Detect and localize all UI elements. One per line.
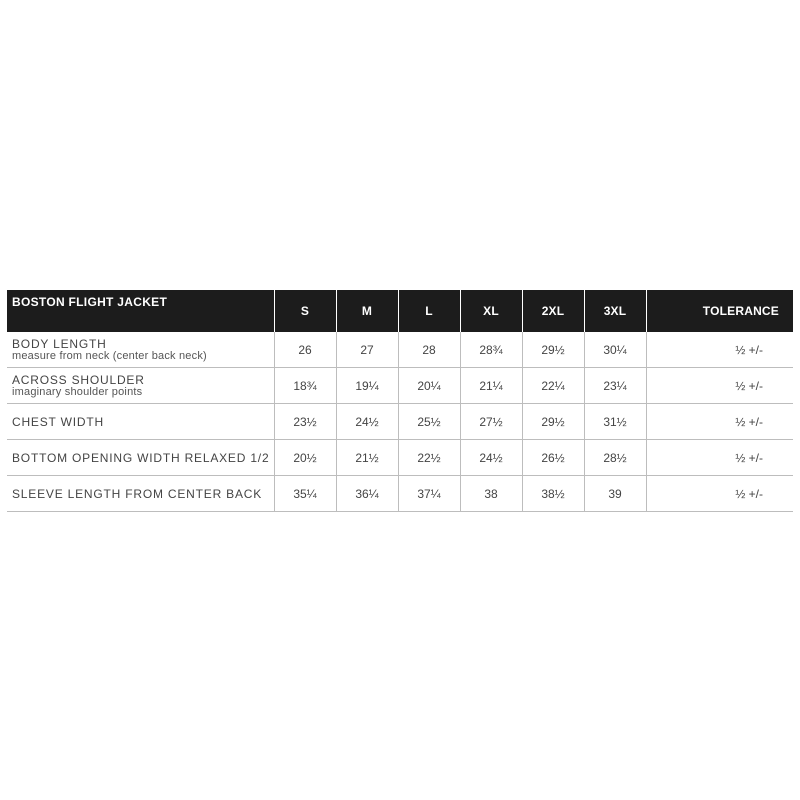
table-row-bottom-opening xyxy=(7,440,793,476)
table-row-across-shoulder xyxy=(7,368,793,404)
measure-cell xyxy=(7,332,274,368)
value-cell: 39 xyxy=(584,476,646,512)
size-header-xl: XL xyxy=(460,290,522,332)
value-cell: 24½ xyxy=(336,404,398,440)
value-cell: 22¼ xyxy=(522,368,584,404)
measure-cell xyxy=(7,476,274,512)
value-cell: 28½ xyxy=(584,440,646,476)
measure-name: BOTTOM OPENING WIDTH RELAXED 1/2 xyxy=(12,450,270,465)
size-header-s: S xyxy=(274,290,336,332)
value-cell: 20¼ xyxy=(398,368,460,404)
value-cell: 26½ xyxy=(522,440,584,476)
value-cell: 26 xyxy=(274,332,336,368)
value-cell: 27 xyxy=(336,332,398,368)
tolerance-cell: ½ +/- xyxy=(646,404,793,440)
tolerance-cell: ½ +/- xyxy=(646,476,793,512)
tolerance-cell: ½ +/- xyxy=(646,440,793,476)
size-header-2xl: 2XL xyxy=(522,290,584,332)
value-cell: 21¼ xyxy=(460,368,522,404)
value-cell: 38 xyxy=(460,476,522,512)
measure-name: ACROSS SHOULDER xyxy=(12,372,145,387)
value-cell: 35¼ xyxy=(274,476,336,512)
value-cell: 28¾ xyxy=(460,332,522,368)
value-cell: 30¼ xyxy=(584,332,646,368)
tolerance-cell: ½ +/- xyxy=(646,332,793,368)
value-cell: 25½ xyxy=(398,404,460,440)
table-row-body-length xyxy=(7,332,793,368)
measure-note: measure from neck (center back neck) xyxy=(12,349,207,362)
tolerance-header: TOLERANCE xyxy=(646,290,793,332)
value-cell: 23¼ xyxy=(584,368,646,404)
value-cell: 37¼ xyxy=(398,476,460,512)
value-cell: 29½ xyxy=(522,332,584,368)
value-cell: 23½ xyxy=(274,404,336,440)
value-cell: 29½ xyxy=(522,404,584,440)
measure-cell xyxy=(7,368,274,404)
size-chart-table xyxy=(7,290,793,512)
tolerance-cell: ½ +/- xyxy=(646,368,793,404)
value-cell: 21½ xyxy=(336,440,398,476)
value-cell: 24½ xyxy=(460,440,522,476)
value-cell: 36¼ xyxy=(336,476,398,512)
size-header-l: L xyxy=(398,290,460,332)
header-row xyxy=(7,290,793,332)
value-cell: 19¼ xyxy=(336,368,398,404)
value-cell: 27½ xyxy=(460,404,522,440)
measure-note: imaginary shoulder points xyxy=(12,385,143,398)
measure-name: CHEST WIDTH xyxy=(12,414,104,429)
value-cell: 31½ xyxy=(584,404,646,440)
value-cell: 22½ xyxy=(398,440,460,476)
measure-cell xyxy=(7,440,274,476)
measure-name: SLEEVE LENGTH FROM CENTER BACK xyxy=(12,486,263,501)
value-cell: 18¾ xyxy=(274,368,336,404)
value-cell: 38½ xyxy=(522,476,584,512)
size-header-3xl: 3XL xyxy=(584,290,646,332)
value-cell: 20½ xyxy=(274,440,336,476)
table-row-sleeve-length xyxy=(7,476,793,512)
size-header-m: M xyxy=(336,290,398,332)
table-row-chest-width xyxy=(7,404,793,440)
measure-cell xyxy=(7,404,274,440)
value-cell: 28 xyxy=(398,332,460,368)
product-title: BOSTON FLIGHT JACKET xyxy=(7,290,274,332)
measure-name: BODY LENGTH xyxy=(12,336,107,351)
